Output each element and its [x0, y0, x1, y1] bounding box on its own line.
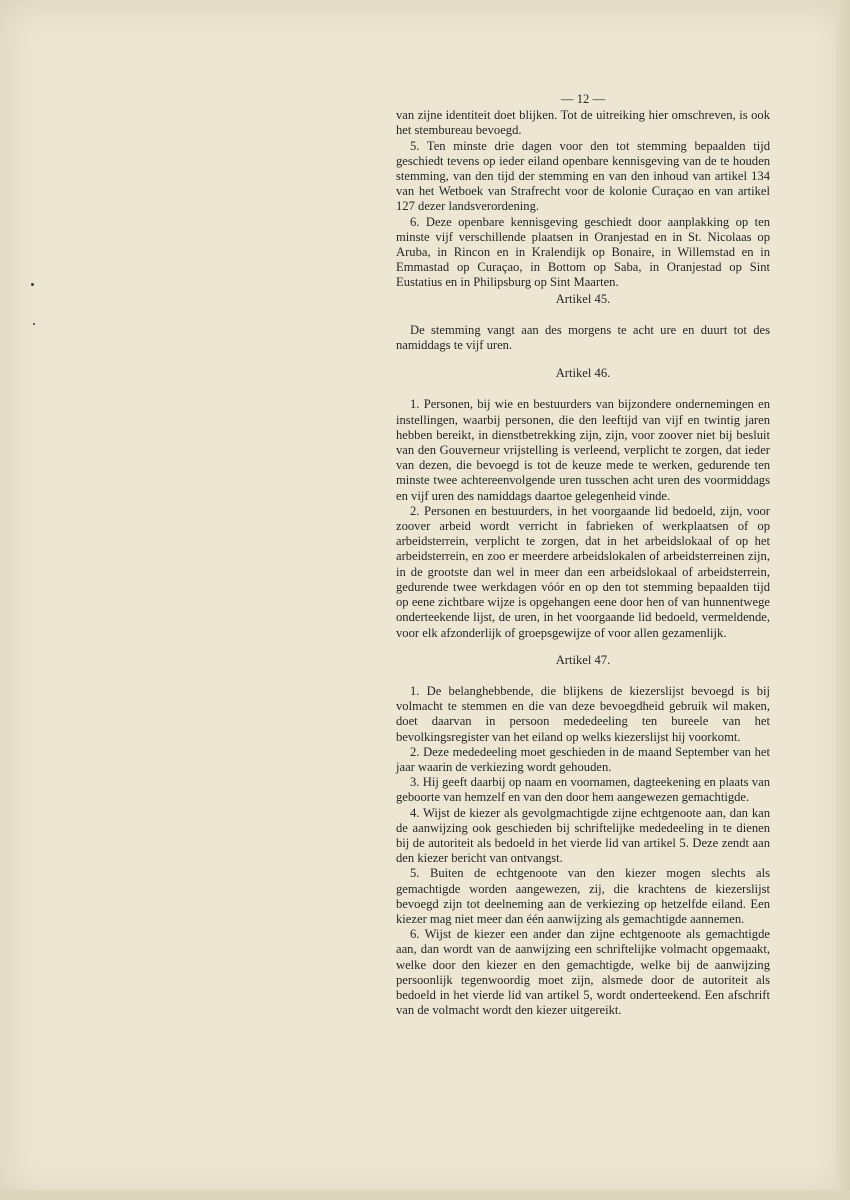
paragraph: 1. Personen, bij wie en bestuurders van bijzondere ondernemingen en instellingen, waarbij personen, die den leeftijd van vijf en twintig jaren hebben bereikt, in dienstbetrekking zijn, zijn, voor zoover niet bij besluit van den Gouverneur vrijstelling is verleend, verplicht te zorgen, dat ieder van dezen, die bevoegd is tot de keuze mede te werken, gedurende ten minste twee achtereenvolgende uren tusschen acht uren des voormiddags en vijf uren des namiddags daartoe gelegenheid vinde.: [396, 397, 770, 503]
paragraph: 6. Deze openbare kennisgeving geschiedt door aanplakking op ten minste vijf verschillende plaatsen in Oranjestad en in St. Nicolaas op Aruba, in Rincon en in Kralendijk op Bonaire, in Willemstad en in Emmastad op Curaçao, in Bottom op Saba, in Oranjestad op Sint Eustatius en in Philipsburg op Sint Maarten.: [396, 214, 770, 290]
article-heading: Artikel 47.: [555, 652, 611, 667]
article-heading: Artikel 45.: [555, 291, 611, 306]
page-edge-right: [836, 0, 850, 1200]
paragraph: 4. Wijst de kiezer als gevolgmachtigde zijne echtgenoote aan, dan kan de aanwijzing ook geschieden bij schriftelijke mededeeling in te dienen bij de autoriteit als bedoeld in het vierde lid van artikel 5. Deze zendt aan den kiezer bericht van ontvangst.: [396, 805, 770, 866]
paragraph: 2. Deze mededeeling moet geschieden in de maand September van het jaar waarin de verkiezing wordt gehouden.: [396, 744, 770, 774]
paragraph: van zijne identiteit doet blijken. Tot de uitreiking hier omschreven, is ook het stembureau bevoegd.: [396, 108, 770, 138]
paragraph: 6. Wijst de kiezer een ander dan zijne echtgenoote als gemachtigde aan, dan wordt van de aanwijzing een schriftelijke volmacht opgemaakt, welke door den kiezer en den gemachtigde, welke bij de aanwijzing persoonlijk tegenwoordig moet zijn, alsmede door de autoriteit als bedoeld in het vierde lid van artikel 5, wordt onderteekend. Een afschrift van de volmacht wordt den kiezer uitgereikt.: [396, 927, 770, 1018]
paragraph: 5. Buiten de echtgenoote van den kiezer mogen slechts als gemachtigde worden aangewezen, zij, die krachtens de kiezerslijst bevoegd zijn tot deelneming aan de verkiezing op hetzelfde eiland. Een kiezer mag niet meer dan één aanwijzing als gemachtigde aannemen.: [396, 866, 770, 926]
paragraph: De stemming vangt aan des morgens te acht ure en duurt tot des namiddags te vijf uren.: [396, 322, 770, 353]
paper-speck: [33, 323, 35, 325]
text-column: [396, 92, 770, 1018]
page-edge-bottom: [0, 1190, 850, 1200]
paragraph: 3. Hij geeft daarbij op naam en voornamen, dagteekening en plaats van geboorte van hemzelf en van den door hem aangewezen gemachtigde.: [396, 775, 770, 805]
paragraph: 2. Personen en bestuurders, in het voorgaande lid bedoeld, zijn, voor zoover arbeid wordt verricht in fabrieken of werkplaatsen of op arbeidsterrein, verplicht te zorgen, dat in het arbeidslokaal of op het arbeidsterrein, en zoo er meerdere arbeidslokalen of arbeidsterreinen zijn, in de grootste dan wel in meer dan een arbeidslokaal of arbeidsterrein, gedurende twee werkdagen vóór en op den tot stemming bepaalden tijd op eene zichtbare wijze is opgehangen eene door hen of van hunnentwege onderteekende lijst, de uren, in het voorgaande lid bedoeld, vermeldende, voor elk afzonderlijk of groepsgewijze of voor allen gezamenlijk.: [396, 503, 770, 640]
paragraph: 1. De belanghebbende, die blijkens de kiezerslijst bevoegd is bij volmacht te stemmen en die van deze bevoegdheid gebruik wil maken, doet daarvan in persoon mededeeling ten bureele van het bevolkingsregister van het eiland op welks kiezerslijst hij voorkomt.: [396, 683, 770, 744]
page-number: — 12 —: [560, 92, 606, 106]
article-heading: Artikel 46.: [555, 366, 611, 381]
paragraph: 5. Ten minste drie dagen voor den tot stemming bepaalden tijd geschiedt tevens op ieder eiland openbare kennisgeving van de te houden stemming, van den tijd der stemming en van den inhoud van artikel 134 van het Wetboek van Strafrecht voor de kolonie Curaçao en van artikel 127 dezer landsverordening.: [396, 138, 770, 214]
paper-speck: [31, 283, 34, 286]
